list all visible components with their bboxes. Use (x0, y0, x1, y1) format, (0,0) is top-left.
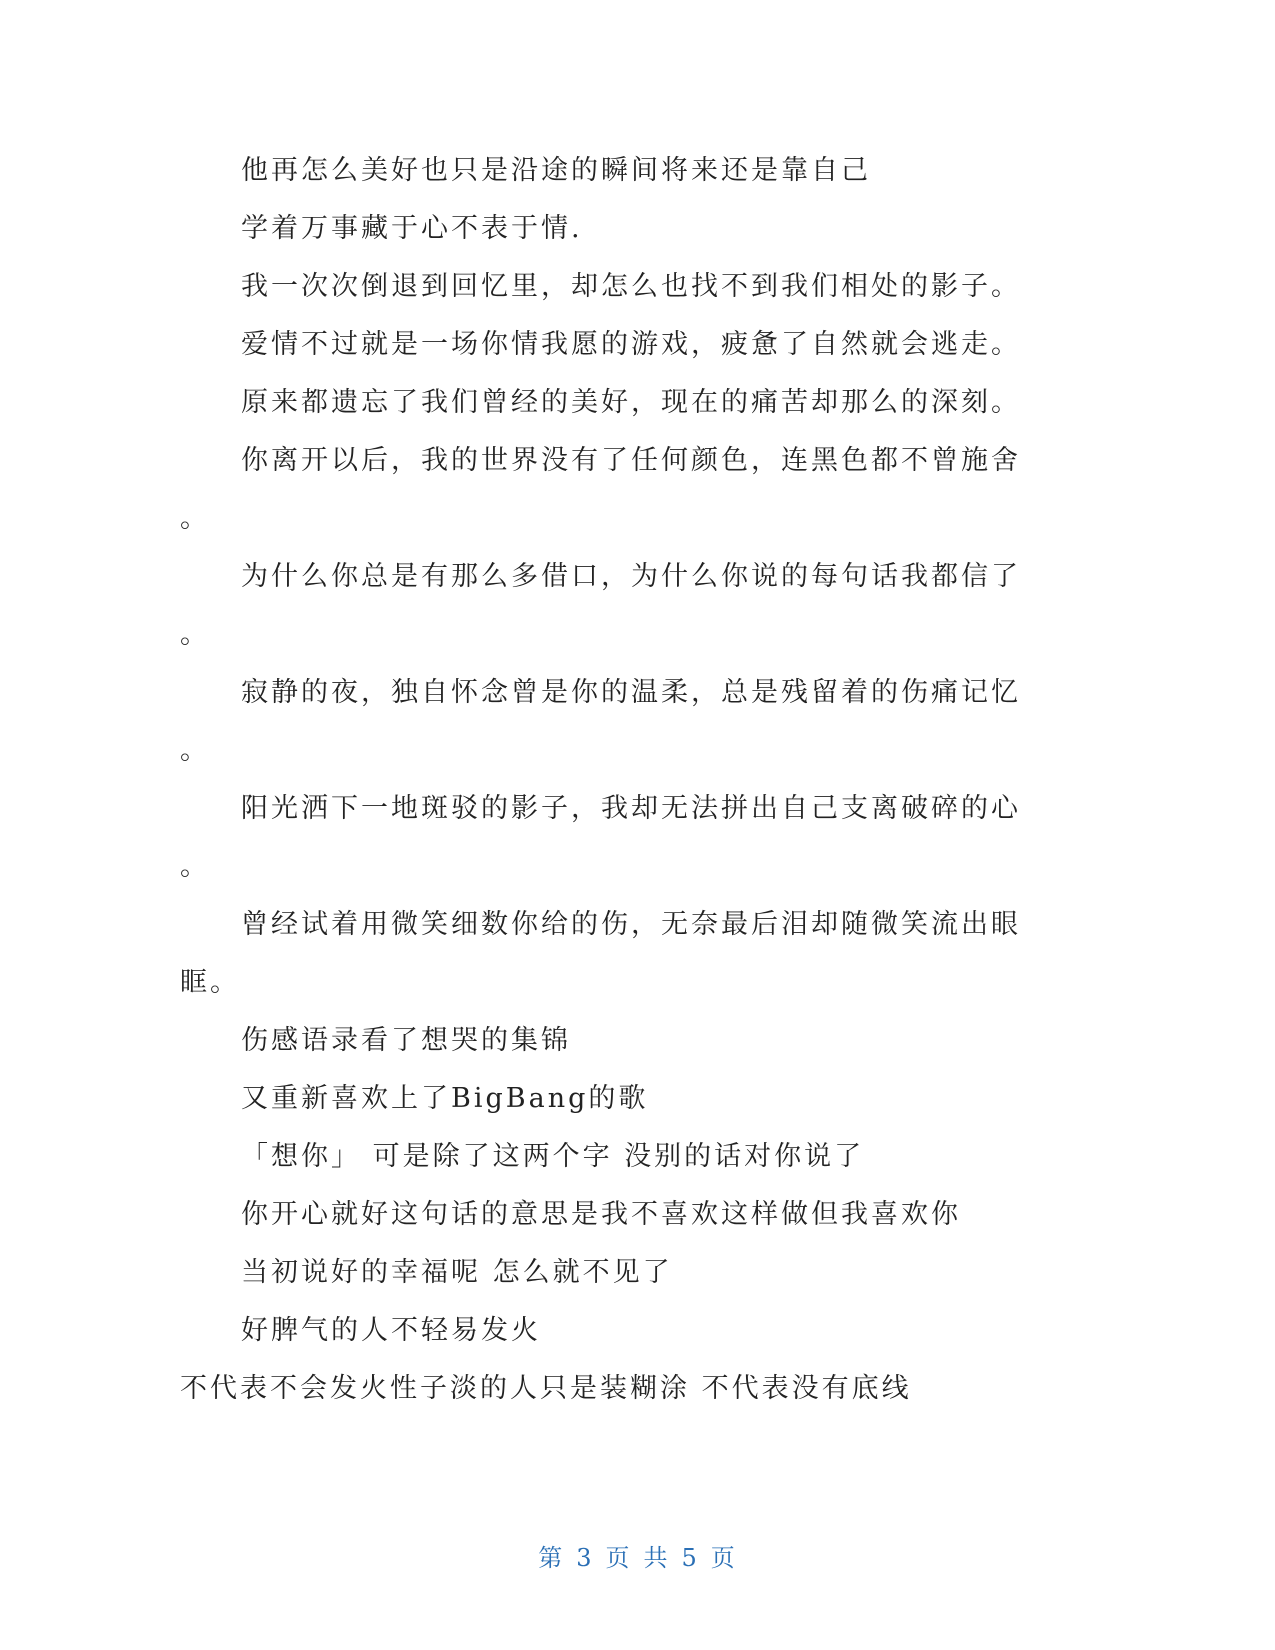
text-line: 。 (180, 503, 210, 534)
text-line: 原来都遗忘了我们曾经的美好，现在的痛苦却那么的深刻。 (241, 387, 1021, 418)
text-line: 。 (180, 619, 210, 650)
page-footer (0, 1538, 1275, 1573)
footer-page-word: 页 (605, 1544, 632, 1572)
text-line: 阳光洒下一地斑驳的影子，我却无法拼出自己支离破碎的心 (241, 793, 1021, 824)
text-line: 为什么你总是有那么多借口，为什么你说的每句话我都信了 (241, 561, 1021, 592)
text-line: 又重新喜欢上了BigBang的歌 (241, 1083, 649, 1114)
text-line: 爱情不过就是一场你情我愿的游戏，疲惫了自然就会逃走。 (241, 329, 1021, 360)
text-line: 。 (180, 851, 210, 882)
text-line: 他再怎么美好也只是沿途的瞬间将来还是靠自己 (241, 155, 871, 186)
text-line: 。 (180, 735, 210, 766)
text-line: 伤感语录看了想哭的集锦 (241, 1025, 571, 1056)
text-line: 当初说好的幸福呢 怎么就不见了 (241, 1257, 673, 1288)
text-line: 曾经试着用微笑细数你给的伤，无奈最后泪却随微笑流出眼 (241, 909, 1021, 940)
document-body (180, 142, 1020, 1418)
text-line: 好脾气的人不轻易发火 (241, 1315, 541, 1346)
footer-prefix: 第 (538, 1544, 565, 1572)
text-line: 学着万事藏于心不表于情. (241, 213, 583, 244)
total-pages-number: 5 (681, 1544, 699, 1572)
text-line: 你开心就好这句话的意思是我不喜欢这样做但我喜欢你 (241, 1199, 961, 1230)
current-page-number: 3 (576, 1544, 594, 1572)
text-line: 我一次次倒退到回忆里，却怎么也找不到我们相处的影子。 (241, 271, 1021, 302)
text-line: 不代表不会发火性子淡的人只是装糊涂 不代表没有底线 (180, 1373, 912, 1404)
text-line: 寂静的夜，独自怀念曾是你的温柔，总是残留着的伤痛记忆 (241, 677, 1021, 708)
footer-suffix: 页 (710, 1544, 737, 1572)
text-line: 你离开以后，我的世界没有了任何颜色，连黑色都不曾施舍 (241, 445, 1021, 476)
text-line: 「想你」 可是除了这两个字 没别的话对你说了 (241, 1141, 865, 1172)
footer-total-word: 共 (643, 1544, 670, 1572)
text-line: 眶。 (180, 967, 240, 998)
